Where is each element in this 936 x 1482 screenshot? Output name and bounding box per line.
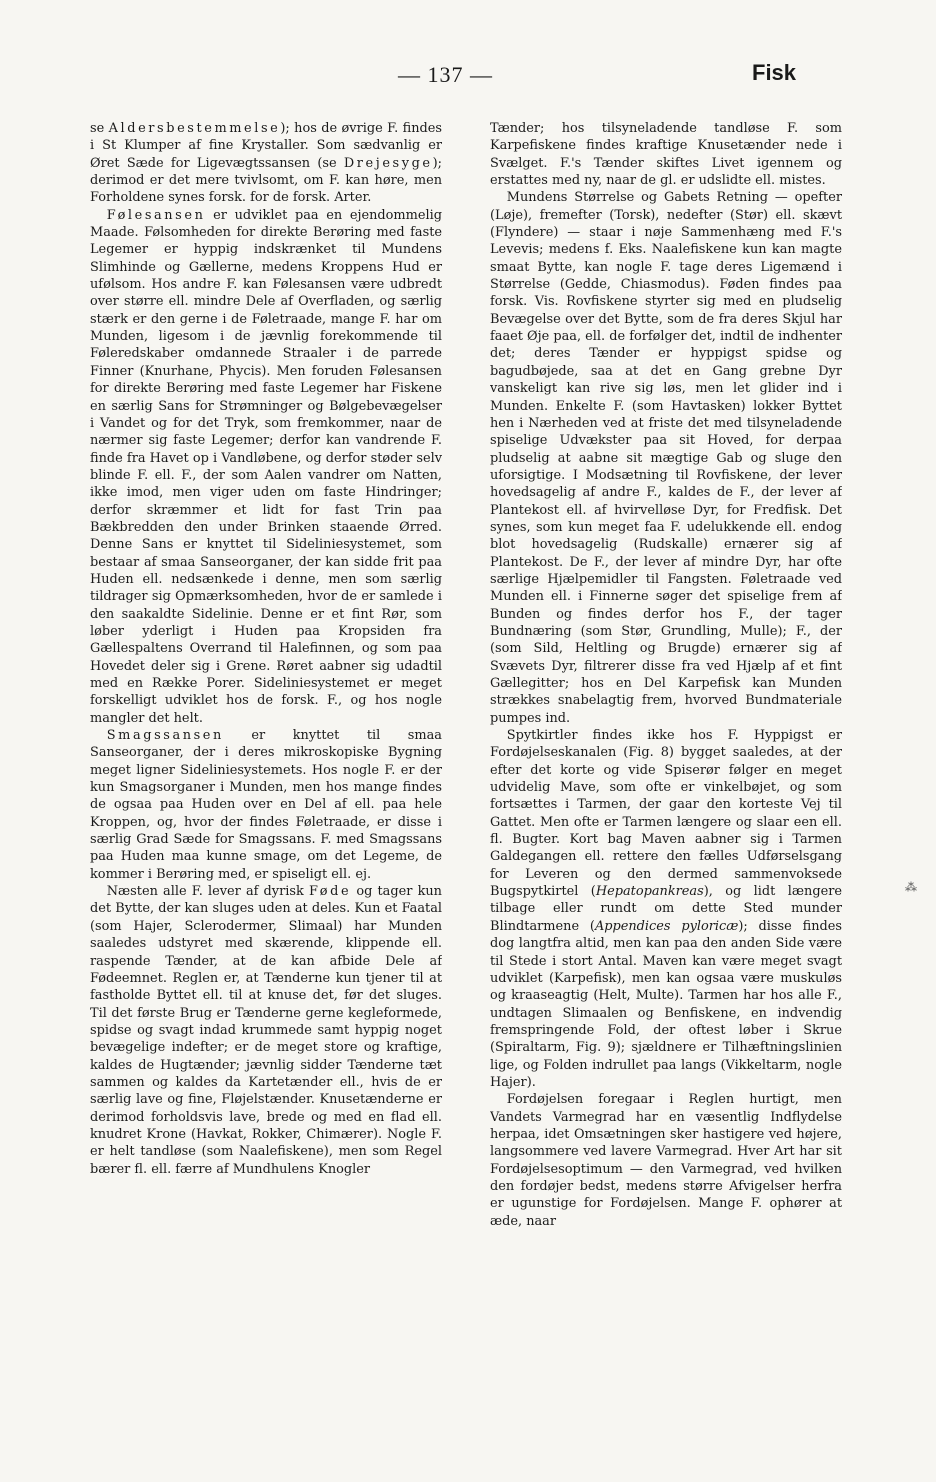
- italic-term: Hepatopankreas: [595, 884, 704, 900]
- text-run: ); disse findes dog langtfra altid, men kan paa den anden Side være til Stede i stort Antal. Maven kan være meget svagt udviklet (Karpefisk), men kan ogsaa være muskuløs og kraaseagtig (Helt, Multe). Tarmen har hos alle F., undtagen Slimaalen og Benfiskene, en indvendig fremspringende Fold, der oftest løber i Skrue (Spiraltarm, Fig. 9); sjældnere er Tilhæftningslinien lige, og Folden indrullet paa langs (Vikkeltarm, nogle Hajer).: [490, 918, 842, 1090]
- text-run: og tager kun det Bytte, der kan sluges uden at deles. Kun et Faatal (som Hajer, Sclerodermer, Slimaal) har Munden saaledes udstyret med skærende, klippende ell. raspende Tænder, at de kan afbide Dele af Fødeemnet. Reglen er, at Tænderne kun tjener til at fastholde Byttet ell. til at knuse det, før det sluges. Til det første Brug er Tænderne gerne kegleformede, spidse og svagt indad krummede samt hyppig noget bevægelige indefter; er de meget store og kraftige, kaldes de Hugtænder; jævnlig sidder Tænderne tæt sammen og kaldes da Kartetænder ell., hvis de er særlig lave og fine, Fløjelstænder. Knusetænderne er derimod forholdsvis lave, brede og med en flad ell. knudret Krone (Havkat, Rokker, Chimærer). Nogle F. er helt tandløse (som Naalefiskene), men som Regel bærer fl. ell. færre af Mundhulens Knogler: [90, 884, 442, 1177]
- paragraph: [490, 727, 842, 1091]
- paragraph: [490, 1091, 842, 1230]
- spaced-term: Smagssansen: [106, 728, 224, 744]
- scan-speck-icon: ⁂: [905, 880, 917, 894]
- text-run: ); derimod er det mere tvivlsomt, om F. kan høre, men Forholdene synes forsk. for de forsk. Arter.: [90, 155, 442, 206]
- text-run: Mundens Størrelse og Gabets Retning — opefter (Løje), fremefter (Torsk), nedefter (Stør) ell. skævt (Flyndere) — staar i nøje Sammenhæng med F.'s Levevis; medens f. Eks. Naalefiskene kun kan magte smaat Bytte, kan nogle F. tage deres Ligemænd i Størrelse (Gedde, Chiasmodus). Føden findes paa forsk. Vis. Rovfiskene styrter sig med en pludselig Bevægelse over det Bytte, som de fra deres Skjul har faaet Øje paa, ell. de forfølger det, indtil de indhenter det; deres Tænder er hyppigst spidse og bagudbøjede, saa at det en Gang grebne Dyr vanskeligt kan rive sig løs, men let glider ind i Munden. Enkelte F. (som Havtasken) lokker Byttet hen i Nærheden ved at friste det med tilsyneladende spiselige Udvækster paa sit Hoved, for derpaa pludselig at aabne sit mægtige Gab og sluge den uforsigtige. I Modsætning til Rovfiskene, der lever hovedsagelig af andre F., kaldes de F., der lever af Plantekost ell. af hvirvelløse Dyr, for Fredfisk. Det synes, som kun meget faa F. udelukkende ell. endog blot hovedsagelig (Rudskalle) ernærer sig af Plantekost. De F., der lever af mindre Dyr, har ofte særlige Hjælpemidler til Fangsten. Føletraade ved Munden ell. i Finnerne søger det spiselige frem af Bunden og findes derfor hos F., der tager Bundnæring (som Stør, Grundling, Mulle); F., der (som Sild, Heltling og Brugde) ernærer sig af Svævets Dyr, filtrerer disse fra ved Hjælp af et fint Gællegitter; hos en Del Karpefisk kan Munden strækkes snabelagtig frem, hvorved Bundmateriale pumpes ind.: [490, 190, 842, 726]
- spaced-term: Aldersbestemmelse: [108, 121, 281, 136]
- spaced-term: Drejesyge: [343, 155, 433, 171]
- spaced-term: Føde: [308, 884, 352, 900]
- italic-term: Appendices pyloricæ: [594, 918, 739, 934]
- paragraph: [90, 207, 442, 727]
- paragraph: [90, 883, 442, 1178]
- text-run: er knyttet til smaa Sanseorganer, der i deres mikroskopiske Bygning meget ligner Sideliniesystemets. Hos nogle F. er der kun Smagsorganer i Munden, men hos mange findes de ogsaa paa Huden over en Del af ell. paa hele Kroppen, og, hvor der findes Føletraade, er disse i særlig Grad Sæde for Smagssans. F. med Smagssans paa Huden maa kunne smage, om det Legeme, de kommer i Berøring med, er spiseligt ell. ej.: [90, 728, 442, 882]
- text-run: ), og lidt længere tilbage eller rundt om dette Sted munder Blindtarmene (: [490, 884, 842, 934]
- left-column: [90, 120, 442, 1360]
- text-run: se: [90, 121, 109, 136]
- text-run: Spytkirtler findes ikke hos F. Hyppigst er Fordøjelseskanalen (Fig. 8) bygget saaledes, at der efter det korte og vide Spiserør følger en meget udvidelig Mave, som ofte er vinkelbøjet, og som fortsættes i Tarmen, der gaar den korteste Vej til Gattet. Men ofte er Tarmen længere og slaar een ell. fl. Bugter. Kort bag Maven aabner sig i Tarmen Galdegangen ell. rettere den fælles Udførselsgang for Leveren og den dermed sammenvoksede Bugspytkirtel (: [490, 728, 842, 900]
- paragraph: [90, 120, 442, 207]
- page-number: — 137 —: [398, 62, 493, 87]
- right-column: [490, 120, 842, 1360]
- paragraph: [90, 727, 442, 883]
- running-head: Fisk: [752, 60, 797, 85]
- text-run: Næsten alle F. lever af dyrisk: [106, 884, 309, 900]
- text-run: Tænder; hos tilsyneladende tandløse F. som Karpefiskene findes kraftige Knusetænder nede i Svælget. F.'s Tænder skiftes Livet igennem og erstattes med ny, naar de gl. er udslidte ell. mistes.: [490, 121, 842, 189]
- paragraph: [490, 120, 842, 189]
- text-columns: [90, 120, 842, 1360]
- text-run: er udviklet paa en ejendommelig Maade. Følsomheden for direkte Berøring med faste Legemer er hyppig indskrænket til Mundens Slimhinde og Gællerne, medens Kroppens Hud er ufølsom. Hos andre F. kan Følesansen være udbredt over større ell. mindre Dele af Overfladen, og særlig stærk er den gerne i de Føletraade, mange F. har om Munden, ligesom i de jævnlig forekommende til Føleredskaber omdannede Straaler i de parrede Finner (Knurhane, Phycis). Men foruden Følesansen for direkte Berøring med faste Legemer har Fiskene en særlig Sans for Strømninger og Bølgebevægelser i Vandet og for det Tryk, som fremkommer, naar de nærmer sig faste Legemer; derfor kan vandrende F. finde fra Havet op i Vandløbene, og derfor støder selv blinde F. ell. F., der som Aalen vandrer om Natten, ikke imod, men viger uden om faste Hindringer; derfor skræmmer et lidt for fast Trin paa Bækbredden den under Brinken staaende Ørred. Denne Sans er knyttet til Sideliniesystemet, som bestaar af smaa Sanseorganer, der kan sidde frit paa Huden ell. nedsænkede i denne, men som særlig tildrager sig Opmærksomheden, hvor de er samlede i den saakaldte Sidelinie. Denne er et fint Rør, som løber yderligt i Huden paa Kropsiden fra Gællespaltens Overrand til Halefinnen, og som paa Hovedet deler sig i Grene. Røret aabner sig udadtil med en Række Porer. Sideliniesystemet er meget forskelligt udviklet hos de forsk. F., og hos nogle mangler det helt.: [90, 207, 442, 726]
- text-run: ); hos de øvrige F. findes i St Klumper af fine Krystaller. Som sædvanlig er Øret Sæde for Ligevægtssansen (se: [90, 121, 442, 171]
- paragraph: [490, 189, 842, 727]
- page-header: [0, 62, 936, 92]
- spaced-term: Følesansen: [106, 207, 206, 223]
- text-run: Fordøjelsen foregaar i Reglen hurtigt, men Vandets Varmegrad har en væsentlig Indflydelse herpaa, idet Omsætningen sker hastigere ved højere, langsommere ved lavere Varmegrad. Hver Art har sit Fordøjelsesoptimum — den Varmegrad, ved hvilken den fordøjer bedst, medens større Afvigelser herfra er ugunstige for Fordøjelsen. Mange F. ophører at æde, naar: [490, 1092, 842, 1229]
